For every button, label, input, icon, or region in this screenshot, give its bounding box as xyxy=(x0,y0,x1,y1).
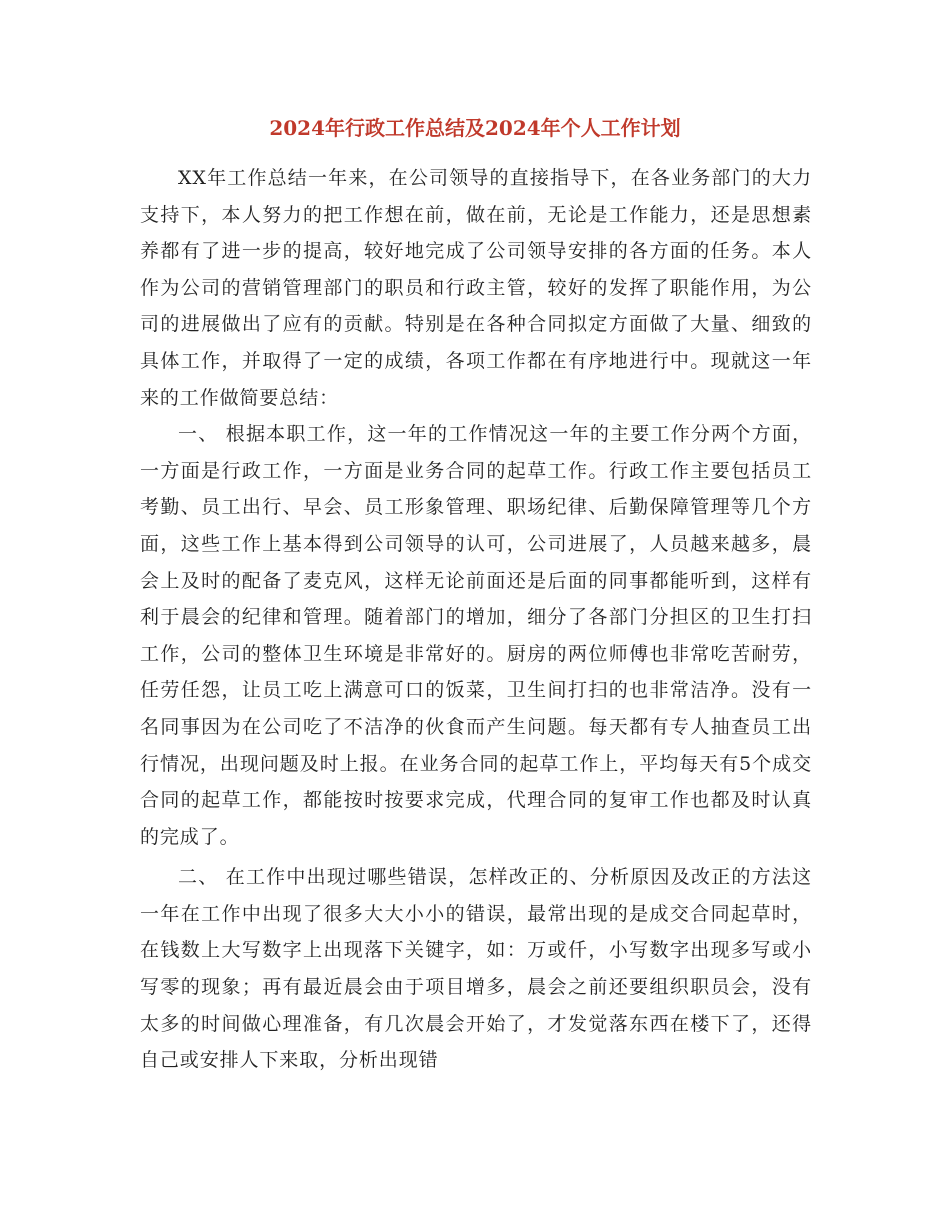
document-body xyxy=(140,160,812,1079)
document-title: 2024年行政工作总结及2024年个人工作计划 xyxy=(269,116,681,140)
paragraph-intro: XX年工作总结一年来，在公司领导的直接指导下，在各业务部门的大力支持下，本人努力的把工作想在前，做在前，无论是工作能力，还是思想素养都有了进一步的提高，较好地完成了公司领导安排的各方面的任务。本人作为公司的营销管理部门的职员和行政主管，较好的发挥了职能作用，为公司的进展做出了应有的贡献。特别是在各种合同拟定方面做了大量、细致的具体工作，并取得了一定的成绩，各项工作都在有序地进行中。现就这一年来的工作做简要总结： xyxy=(140,167,812,409)
paragraph-section-one: 一、 根据本职工作，这一年的工作情况这一年的主要工作分两个方面，一方面是行政工作，一方面是业务合同的起草工作。行政工作主要包括员工考勤、员工出行、早会、员工形象管理、职场纪律、后勤保障管理等几个方面，这些工作上基本得到公司领导的认可，公司进展了，人员越来越多，晨会上及时的配备了麦克风，这样无论前面还是后面的同事都能听到，这样有利于晨会的纪律和管理。随着部门的增加，细分了各部门分担区的卫生打扫工作，公司的整体卫生环境是非常好的。厨房的两位师傅也非常吃苦耐劳，任劳任怨，让员工吃上满意可口的饭菜，卫生间打扫的也非常洁净。没有一名同事因为在公司吃了不洁净的伙食而产生问题。每天都有专人抽查员工出行情况，出现问题及时上报。在业务合同的起草工作上，平均每天有5个成交合同的起草工作，都能按时按要求完成，代理合同的复审工作也都及时认真的完成了。 xyxy=(140,423,812,848)
paragraph-section-two: 二、 在工作中出现过哪些错误，怎样改正的、分析原因及改正的方法这一年在工作中出现了很多大大小小的错误，最常出现的是成交合同起草时，在钱数上大写数字上出现落下关键字，如：万或仟，小写数字出现多写或小写零的现象；再有最近晨会由于项目增多，晨会之前还要组织职员会，没有太多的时间做心理准备，有几次晨会开始了，才发觉落东西在楼下了，还得自己或安排人下来取，分析出现错 xyxy=(140,866,812,1072)
